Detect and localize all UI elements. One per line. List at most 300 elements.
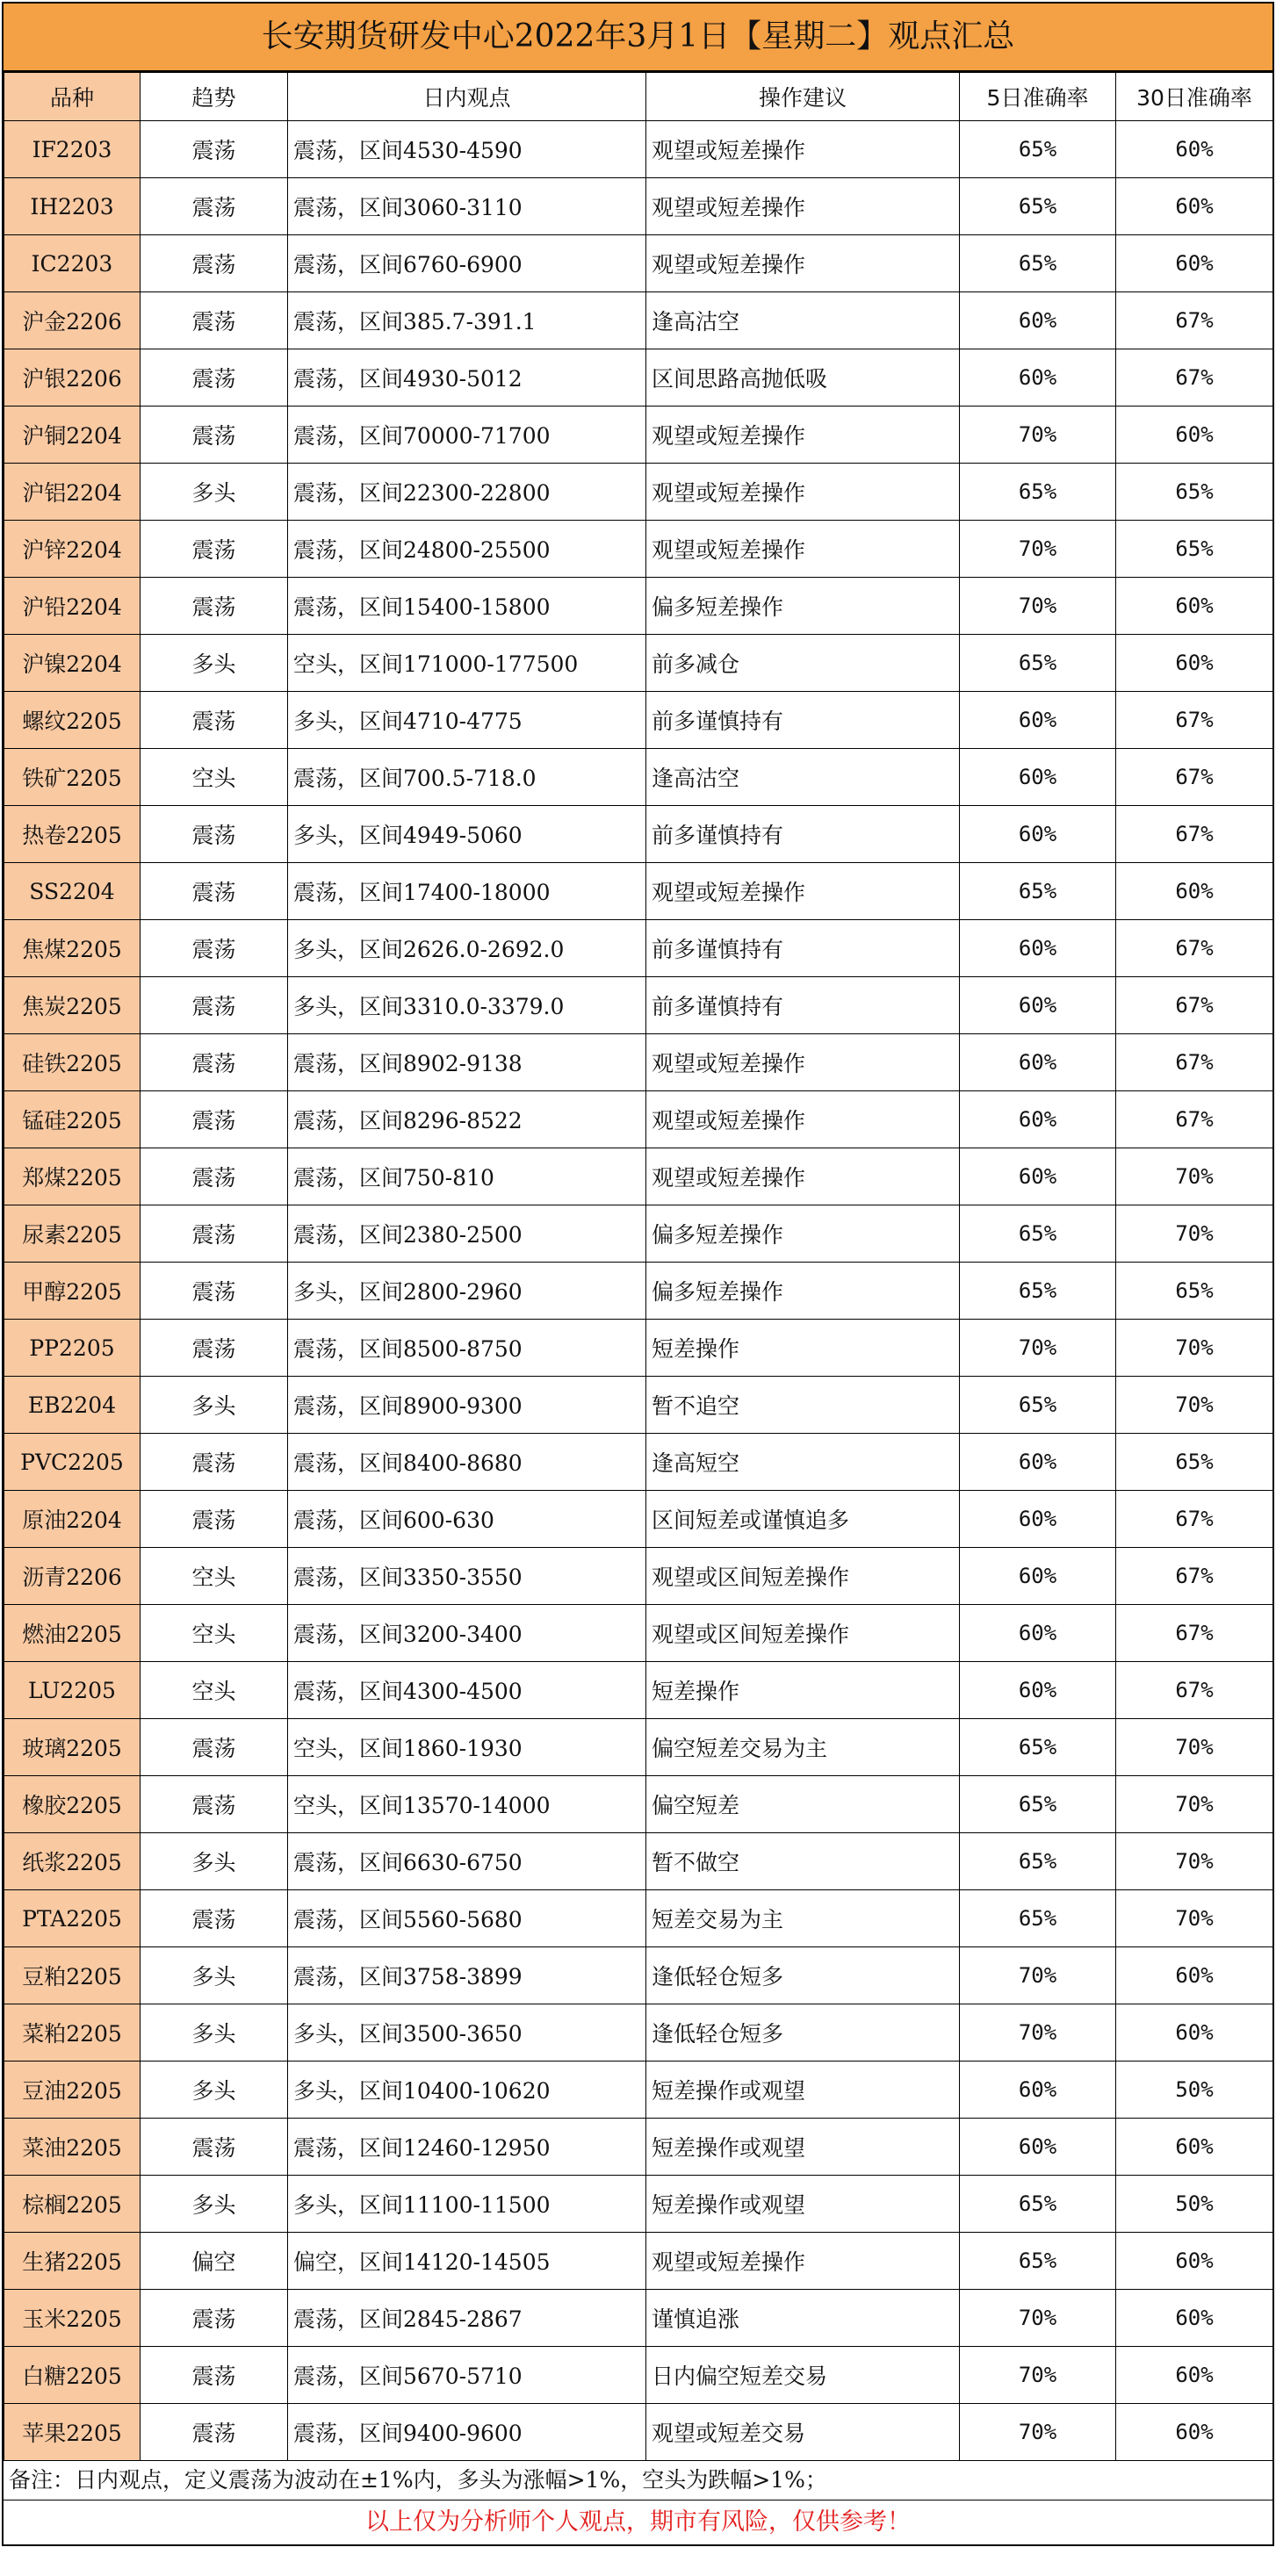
cell-variety: 沥青2206 [4,1548,141,1605]
cell-trend: 震荡 [141,1263,288,1320]
cell-accuracy-5d: 60% [960,1491,1116,1548]
cell-trend: 震荡 [141,2404,288,2461]
cell-accuracy-30d: 60% [1116,2004,1273,2062]
cell-accuracy-5d: 65% [960,635,1116,692]
table-row [4,578,1273,635]
header-row [4,73,1273,121]
cell-variety: 焦煤2205 [4,920,141,977]
cell-accuracy-5d: 60% [960,349,1116,407]
cell-advice: 前多谨慎持有 [646,692,960,749]
cell-variety: 沪锌2204 [4,521,141,578]
cell-variety: 橡胶2205 [4,1776,141,1833]
header-accuracy-30d: 30日准确率 [1116,73,1273,121]
cell-trend: 震荡 [141,1320,288,1377]
cell-accuracy-5d: 60% [960,920,1116,977]
cell-advice: 观望或短差操作 [646,863,960,920]
cell-advice: 前多谨慎持有 [646,977,960,1034]
table-row [4,1263,1273,1320]
cell-trend: 空头 [141,1605,288,1662]
header-accuracy-5d: 5日准确率 [960,73,1116,121]
cell-variety: 沪铅2204 [4,578,141,635]
cell-intraday-view: 震荡，区间700.5-718.0 [288,749,646,806]
cell-trend: 震荡 [141,349,288,407]
cell-accuracy-5d: 65% [960,1833,1116,1890]
cell-trend: 多头 [141,1833,288,1890]
cell-accuracy-30d: 65% [1116,1434,1273,1491]
cell-trend: 震荡 [141,1148,288,1205]
cell-accuracy-5d: 60% [960,292,1116,349]
cell-variety: 纸浆2205 [4,1833,141,1890]
table-row [4,1947,1273,2004]
cell-variety: 沪铜2204 [4,407,141,464]
cell-variety: 玉米2205 [4,2290,141,2347]
cell-accuracy-5d: 60% [960,1034,1116,1091]
cell-advice: 逢高短空 [646,1434,960,1491]
cell-variety: 燃油2205 [4,1605,141,1662]
cell-trend: 震荡 [141,920,288,977]
cell-accuracy-5d: 65% [960,2233,1116,2290]
cell-accuracy-5d: 60% [960,2062,1116,2119]
cell-accuracy-5d: 70% [960,2290,1116,2347]
cell-variety: 热卷2205 [4,806,141,863]
cell-accuracy-30d: 70% [1116,1890,1273,1947]
cell-variety: PTA2205 [4,1890,141,1947]
cell-variety: 甲醇2205 [4,1263,141,1320]
cell-advice: 观望或短差操作 [646,521,960,578]
cell-accuracy-5d: 70% [960,1947,1116,2004]
cell-trend: 震荡 [141,235,288,292]
cell-accuracy-30d: 70% [1116,1148,1273,1205]
cell-accuracy-30d: 60% [1116,2233,1273,2290]
cell-trend: 震荡 [141,1491,288,1548]
cell-trend: 偏空 [141,2233,288,2290]
header-trend: 趋势 [141,73,288,121]
table-row [4,806,1273,863]
cell-intraday-view: 震荡，区间2380-2500 [288,1205,646,1263]
cell-variety: PP2205 [4,1320,141,1377]
cell-accuracy-30d: 67% [1116,1605,1273,1662]
table-row [4,1320,1273,1377]
cell-advice: 偏多短差操作 [646,578,960,635]
cell-accuracy-30d: 70% [1116,1320,1273,1377]
cell-advice: 前多减仓 [646,635,960,692]
cell-accuracy-5d: 60% [960,692,1116,749]
table-row [4,235,1273,292]
cell-accuracy-30d: 67% [1116,920,1273,977]
cell-advice: 逢高沽空 [646,749,960,806]
cell-accuracy-30d: 60% [1116,235,1273,292]
cell-variety: 菜油2205 [4,2119,141,2176]
cell-accuracy-30d: 60% [1116,1947,1273,2004]
cell-advice: 偏空短差交易为主 [646,1719,960,1776]
cell-variety: 沪镍2204 [4,635,141,692]
table-row [4,2119,1273,2176]
cell-accuracy-30d: 70% [1116,1719,1273,1776]
cell-accuracy-5d: 60% [960,1662,1116,1719]
cell-accuracy-5d: 70% [960,521,1116,578]
table-row [4,2004,1273,2062]
table-row [4,1491,1273,1548]
cell-trend: 震荡 [141,806,288,863]
cell-accuracy-30d: 67% [1116,1034,1273,1091]
cell-trend: 震荡 [141,178,288,235]
views-table [4,72,1273,2461]
cell-intraday-view: 震荡，区间5560-5680 [288,1890,646,1947]
cell-intraday-view: 震荡，区间6630-6750 [288,1833,646,1890]
table-row [4,1719,1273,1776]
cell-trend: 多头 [141,1947,288,2004]
cell-accuracy-30d: 60% [1116,2347,1273,2404]
table-row [4,464,1273,521]
cell-intraday-view: 震荡，区间750-810 [288,1148,646,1205]
cell-intraday-view: 多头，区间11100-11500 [288,2176,646,2233]
cell-advice: 短差交易为主 [646,1890,960,1947]
cell-advice: 观望或短差操作 [646,1148,960,1205]
table-row [4,521,1273,578]
cell-intraday-view: 多头，区间3310.0-3379.0 [288,977,646,1034]
cell-trend: 震荡 [141,578,288,635]
cell-accuracy-5d: 60% [960,1091,1116,1148]
cell-intraday-view: 震荡，区间600-630 [288,1491,646,1548]
cell-variety: 沪金2206 [4,292,141,349]
cell-trend: 空头 [141,1548,288,1605]
cell-accuracy-30d: 67% [1116,1091,1273,1148]
cell-accuracy-5d: 60% [960,977,1116,1034]
cell-accuracy-5d: 65% [960,121,1116,178]
cell-accuracy-5d: 65% [960,1263,1116,1320]
cell-advice: 日内偏空短差交易 [646,2347,960,2404]
cell-intraday-view: 震荡，区间24800-25500 [288,521,646,578]
cell-trend: 震荡 [141,977,288,1034]
cell-trend: 多头 [141,635,288,692]
table-row [4,178,1273,235]
disclaimer: 以上仅为分析师个人观点，期市有风险，仅供参考！ [365,2508,911,2536]
cell-accuracy-5d: 70% [960,2004,1116,2062]
cell-intraday-view: 震荡，区间5670-5710 [288,2347,646,2404]
cell-advice: 谨慎追涨 [646,2290,960,2347]
table-row [4,1434,1273,1491]
cell-trend: 震荡 [141,1719,288,1776]
cell-variety: IH2203 [4,178,141,235]
cell-accuracy-5d: 65% [960,1890,1116,1947]
cell-intraday-view: 震荡，区间3200-3400 [288,1605,646,1662]
cell-intraday-view: 震荡，区间70000-71700 [288,407,646,464]
cell-accuracy-5d: 60% [960,2119,1116,2176]
table-row [4,292,1273,349]
cell-accuracy-30d: 67% [1116,749,1273,806]
cell-accuracy-30d: 65% [1116,521,1273,578]
cell-accuracy-5d: 60% [960,1548,1116,1605]
cell-advice: 短差操作或观望 [646,2119,960,2176]
table-row [4,692,1273,749]
cell-intraday-view: 震荡，区间15400-15800 [288,578,646,635]
cell-advice: 短差操作或观望 [646,2176,960,2233]
cell-intraday-view: 震荡，区间3060-3110 [288,178,646,235]
cell-variety: 白糖2205 [4,2347,141,2404]
cell-trend: 震荡 [141,1034,288,1091]
table-row [4,1548,1273,1605]
table-row [4,977,1273,1034]
cell-trend: 空头 [141,749,288,806]
table-row [4,2176,1273,2233]
cell-accuracy-5d: 70% [960,578,1116,635]
table-row [4,2062,1273,2119]
cell-accuracy-30d: 67% [1116,349,1273,407]
summary-sheet [2,2,1274,2546]
cell-variety: 郑煤2205 [4,1148,141,1205]
table-row [4,1377,1273,1434]
cell-variety: 生猪2205 [4,2233,141,2290]
cell-trend: 震荡 [141,407,288,464]
cell-advice: 逢低轻仓短多 [646,1947,960,2004]
table-row [4,749,1273,806]
cell-accuracy-5d: 65% [960,1377,1116,1434]
cell-accuracy-30d: 60% [1116,635,1273,692]
cell-trend: 多头 [141,464,288,521]
cell-variety: 尿素2205 [4,1205,141,1263]
cell-variety: 铁矿2205 [4,749,141,806]
cell-accuracy-5d: 70% [960,1320,1116,1377]
cell-accuracy-30d: 67% [1116,977,1273,1034]
cell-accuracy-30d: 67% [1116,1548,1273,1605]
cell-advice: 暂不追空 [646,1377,960,1434]
cell-accuracy-30d: 65% [1116,464,1273,521]
cell-accuracy-30d: 60% [1116,121,1273,178]
cell-accuracy-5d: 70% [960,2404,1116,2461]
cell-accuracy-5d: 70% [960,407,1116,464]
cell-advice: 逢高沽空 [646,292,960,349]
table-row [4,407,1273,464]
table-row [4,349,1273,407]
cell-intraday-view: 多头，区间10400-10620 [288,2062,646,2119]
table-body [4,121,1273,2461]
cell-accuracy-5d: 60% [960,749,1116,806]
cell-advice: 观望或短差操作 [646,464,960,521]
cell-variety: 豆油2205 [4,2062,141,2119]
cell-intraday-view: 震荡，区间8900-9300 [288,1377,646,1434]
cell-intraday-view: 震荡，区间9400-9600 [288,2404,646,2461]
cell-trend: 震荡 [141,2290,288,2347]
cell-accuracy-5d: 60% [960,806,1116,863]
cell-advice: 观望或短差操作 [646,2233,960,2290]
cell-variety: 玻璃2205 [4,1719,141,1776]
cell-trend: 震荡 [141,1434,288,1491]
cell-accuracy-5d: 60% [960,1148,1116,1205]
cell-trend: 震荡 [141,292,288,349]
cell-advice: 区间短差或谨慎追多 [646,1491,960,1548]
table-row [4,863,1273,920]
cell-intraday-view: 震荡，区间17400-18000 [288,863,646,920]
cell-intraday-view: 震荡，区间8500-8750 [288,1320,646,1377]
cell-variety: 焦炭2205 [4,977,141,1034]
page-title: 长安期货研发中心2022年3月1日【星期二】观点汇总 [4,4,1272,72]
table-row [4,1890,1273,1947]
cell-trend: 震荡 [141,1776,288,1833]
cell-intraday-view: 震荡，区间6760-6900 [288,235,646,292]
cell-variety: 棕榈2205 [4,2176,141,2233]
cell-accuracy-5d: 65% [960,1719,1116,1776]
cell-variety: EB2204 [4,1377,141,1434]
cell-variety: 硅铁2205 [4,1034,141,1091]
cell-trend: 震荡 [141,1091,288,1148]
cell-advice: 偏多短差操作 [646,1205,960,1263]
cell-intraday-view: 震荡，区间8902-9138 [288,1034,646,1091]
cell-intraday-view: 震荡，区间8296-8522 [288,1091,646,1148]
cell-variety: IF2203 [4,121,141,178]
cell-accuracy-5d: 70% [960,2347,1116,2404]
cell-advice: 前多谨慎持有 [646,806,960,863]
cell-accuracy-30d: 67% [1116,692,1273,749]
table-row [4,2404,1273,2461]
cell-advice: 观望或区间短差操作 [646,1605,960,1662]
cell-intraday-view: 空头，区间1860-1930 [288,1719,646,1776]
cell-accuracy-30d: 60% [1116,578,1273,635]
header-advice: 操作建议 [646,73,960,121]
cell-accuracy-30d: 60% [1116,178,1273,235]
cell-accuracy-5d: 65% [960,1205,1116,1263]
cell-trend: 震荡 [141,121,288,178]
cell-intraday-view: 空头，区间171000-177500 [288,635,646,692]
table-row [4,2290,1273,2347]
cell-advice: 观望或短差交易 [646,2404,960,2461]
cell-accuracy-30d: 60% [1116,863,1273,920]
cell-accuracy-30d: 60% [1116,2290,1273,2347]
cell-advice: 区间思路高抛低吸 [646,349,960,407]
cell-accuracy-30d: 50% [1116,2062,1273,2119]
cell-variety: PVC2205 [4,1434,141,1491]
cell-intraday-view: 多头，区间2800-2960 [288,1263,646,1320]
footnote: 备注：日内观点，定义震荡为波动在±1%内，多头为涨幅>1%，空头为跌幅>1%； [4,2461,1272,2500]
table-row [4,2347,1273,2404]
cell-advice: 偏空短差 [646,1776,960,1833]
cell-accuracy-5d: 65% [960,178,1116,235]
cell-trend: 震荡 [141,1890,288,1947]
cell-accuracy-5d: 65% [960,863,1116,920]
cell-trend: 震荡 [141,692,288,749]
cell-advice: 短差操作或观望 [646,2062,960,2119]
cell-intraday-view: 震荡，区间4300-4500 [288,1662,646,1719]
cell-intraday-view: 偏空，区间14120-14505 [288,2233,646,2290]
cell-accuracy-5d: 60% [960,1605,1116,1662]
cell-advice: 观望或短差操作 [646,1034,960,1091]
cell-intraday-view: 多头，区间2626.0-2692.0 [288,920,646,977]
cell-accuracy-30d: 65% [1116,1263,1273,1320]
cell-accuracy-30d: 60% [1116,2119,1273,2176]
cell-trend: 多头 [141,2176,288,2233]
cell-accuracy-30d: 70% [1116,1377,1273,1434]
cell-advice: 前多谨慎持有 [646,920,960,977]
table-row [4,121,1273,178]
header-intraday: 日内观点 [288,73,646,121]
table-row [4,1148,1273,1205]
cell-advice: 观望或短差操作 [646,1091,960,1148]
cell-accuracy-5d: 65% [960,2176,1116,2233]
table-row [4,2233,1273,2290]
cell-accuracy-30d: 70% [1116,1205,1273,1263]
cell-intraday-view: 震荡，区间4930-5012 [288,349,646,407]
cell-variety: SS2204 [4,863,141,920]
cell-trend: 多头 [141,2004,288,2062]
cell-trend: 空头 [141,1662,288,1719]
cell-trend: 震荡 [141,521,288,578]
cell-advice: 观望或短差操作 [646,235,960,292]
cell-trend: 多头 [141,1377,288,1434]
cell-variety: 原油2204 [4,1491,141,1548]
cell-variety: 苹果2205 [4,2404,141,2461]
cell-variety: 菜粕2205 [4,2004,141,2062]
cell-intraday-view: 震荡，区间8400-8680 [288,1434,646,1491]
table-row [4,1662,1273,1719]
cell-accuracy-5d: 65% [960,1776,1116,1833]
table-row [4,1833,1273,1890]
cell-advice: 观望或短差操作 [646,407,960,464]
table-row [4,1605,1273,1662]
cell-accuracy-30d: 70% [1116,1833,1273,1890]
cell-intraday-view: 多头，区间4710-4775 [288,692,646,749]
cell-advice: 短差操作 [646,1320,960,1377]
cell-accuracy-30d: 67% [1116,292,1273,349]
cell-trend: 震荡 [141,1205,288,1263]
cell-intraday-view: 震荡，区间22300-22800 [288,464,646,521]
cell-advice: 偏多短差操作 [646,1263,960,1320]
cell-intraday-view: 多头，区间3500-3650 [288,2004,646,2062]
cell-intraday-view: 震荡，区间4530-4590 [288,121,646,178]
table-row [4,920,1273,977]
cell-advice: 观望或区间短差操作 [646,1548,960,1605]
cell-trend: 多头 [141,2062,288,2119]
cell-accuracy-30d: 50% [1116,2176,1273,2233]
cell-advice: 观望或短差操作 [646,121,960,178]
cell-intraday-view: 震荡，区间12460-12950 [288,2119,646,2176]
cell-variety: 锰硅2205 [4,1091,141,1148]
cell-accuracy-30d: 67% [1116,1491,1273,1548]
cell-advice: 观望或短差操作 [646,178,960,235]
cell-variety: IC2203 [4,235,141,292]
cell-trend: 震荡 [141,2347,288,2404]
cell-accuracy-30d: 67% [1116,1662,1273,1719]
table-row [4,1205,1273,1263]
cell-advice: 短差操作 [646,1662,960,1719]
cell-advice: 逢低轻仓短多 [646,2004,960,2062]
cell-variety: 沪铝2204 [4,464,141,521]
header-variety: 品种 [4,73,141,121]
cell-intraday-view: 多头，区间4949-5060 [288,806,646,863]
cell-variety: 沪银2206 [4,349,141,407]
cell-accuracy-30d: 60% [1116,407,1273,464]
cell-variety: 豆粕2205 [4,1947,141,2004]
cell-intraday-view: 震荡，区间385.7-391.1 [288,292,646,349]
cell-accuracy-30d: 67% [1116,806,1273,863]
cell-intraday-view: 震荡，区间2845-2867 [288,2290,646,2347]
table-row [4,1034,1273,1091]
cell-accuracy-30d: 70% [1116,1776,1273,1833]
cell-accuracy-5d: 65% [960,235,1116,292]
table-row [4,1776,1273,1833]
cell-variety: LU2205 [4,1662,141,1719]
cell-accuracy-5d: 60% [960,1434,1116,1491]
cell-accuracy-5d: 65% [960,464,1116,521]
cell-intraday-view: 震荡，区间3758-3899 [288,1947,646,2004]
cell-intraday-view: 震荡，区间3350-3550 [288,1548,646,1605]
cell-variety: 螺纹2205 [4,692,141,749]
table-row [4,1091,1273,1148]
cell-intraday-view: 空头，区间13570-14000 [288,1776,646,1833]
cell-trend: 震荡 [141,863,288,920]
cell-trend: 震荡 [141,2119,288,2176]
table-row [4,635,1273,692]
cell-advice: 暂不做空 [646,1833,960,1890]
cell-accuracy-30d: 60% [1116,2404,1273,2461]
